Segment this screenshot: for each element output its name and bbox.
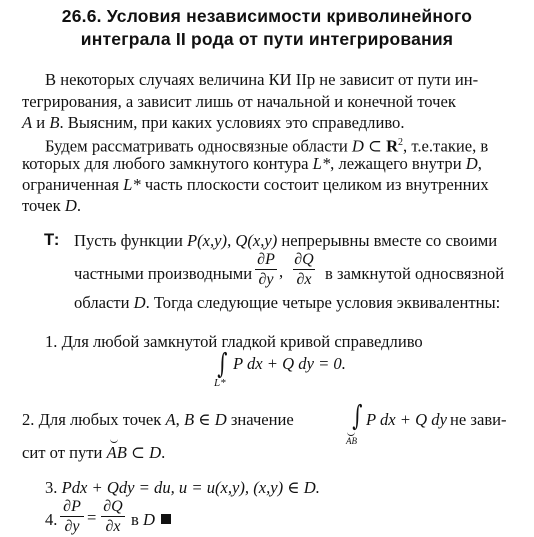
condition-2-line-1: 2. Для любых точек A, B ∈ D значение (22, 410, 294, 429)
condition-4-fraction-dq-dx: $\frac{\partial Q}{\partial x}$ (101, 497, 125, 536)
theorem-line-2-start: частными производными (74, 264, 253, 283)
condition-2-expression: P dx + Q dy (366, 410, 447, 429)
integral-path-label: AB (346, 436, 357, 446)
theorem-line-1: Пусть функции P(x,y), Q(x,y) непрерывны вместе со своими (74, 231, 498, 250)
para2-line-3: ограниченная L* часть плоскости состоит целиком из внутренних (22, 175, 489, 194)
condition-4-number: 4. (45, 510, 58, 529)
condition-4-fraction-dp-dy: $\frac{\partial P}{\partial y}$ (60, 497, 84, 536)
condition-3: 3. Pdx + Qdy = du, u = u(x,y), (x,y) ∈ D. (45, 478, 320, 497)
para2-line-2: которых для любого замкнутого контура L*, лежащего внутри D, (22, 154, 482, 173)
arc-mark (110, 437, 118, 443)
section-title-line-2: интеграла II рода от пути интегрирования (80, 29, 454, 49)
theorem-fraction-dp-dy: $\frac{\partial P}{\partial y}$ (255, 250, 277, 289)
para1-line-2: тегрирования, а зависит лишь от начальной и конечной точек (22, 92, 456, 111)
condition-2-line-1-end: не зави- (450, 410, 507, 429)
qed-square-icon (161, 514, 171, 524)
section-title-line-1: 26.6. Условия независимости криволинейного (61, 6, 473, 26)
condition-1-expression: P dx + Q dy = 0. (233, 354, 346, 373)
integral-sign: ∫ (352, 399, 363, 432)
theorem-fraction-dq-dx: $\frac{\partial Q}{\partial x}$ (294, 251, 314, 288)
para2-line-1: Будем рассматривать односвязные области D ⊂ $R^2$, т.е.такие, в (45, 136, 489, 156)
theorem-line-3: области D. Тогда следующие четыре условия эквивалентны: (74, 293, 501, 312)
condition-4-tail: в D (131, 510, 171, 530)
para1-line-3: A и B. Выясним, при каких условиях это справедливо. (22, 113, 405, 132)
theorem-label: Т: (44, 230, 60, 249)
condition-1-text: 1. Для любой замкнутой гладкой кривой справедливо (45, 332, 423, 351)
condition-4-equals: = (87, 508, 97, 527)
integral-contour-label: L* (214, 377, 226, 389)
para1-line-1: В некоторых случаях величина КИ IIр не зависит от пути ин- (45, 70, 479, 89)
theorem-comma: , (279, 262, 284, 281)
theorem-line-2-end: в замкнутой односвязной (325, 264, 505, 283)
integral-sign: ∫ (217, 347, 228, 380)
condition-2-line-2: сит от пути AB ⊂ D. (22, 443, 165, 463)
para2-line-4: точек D. (22, 196, 81, 215)
